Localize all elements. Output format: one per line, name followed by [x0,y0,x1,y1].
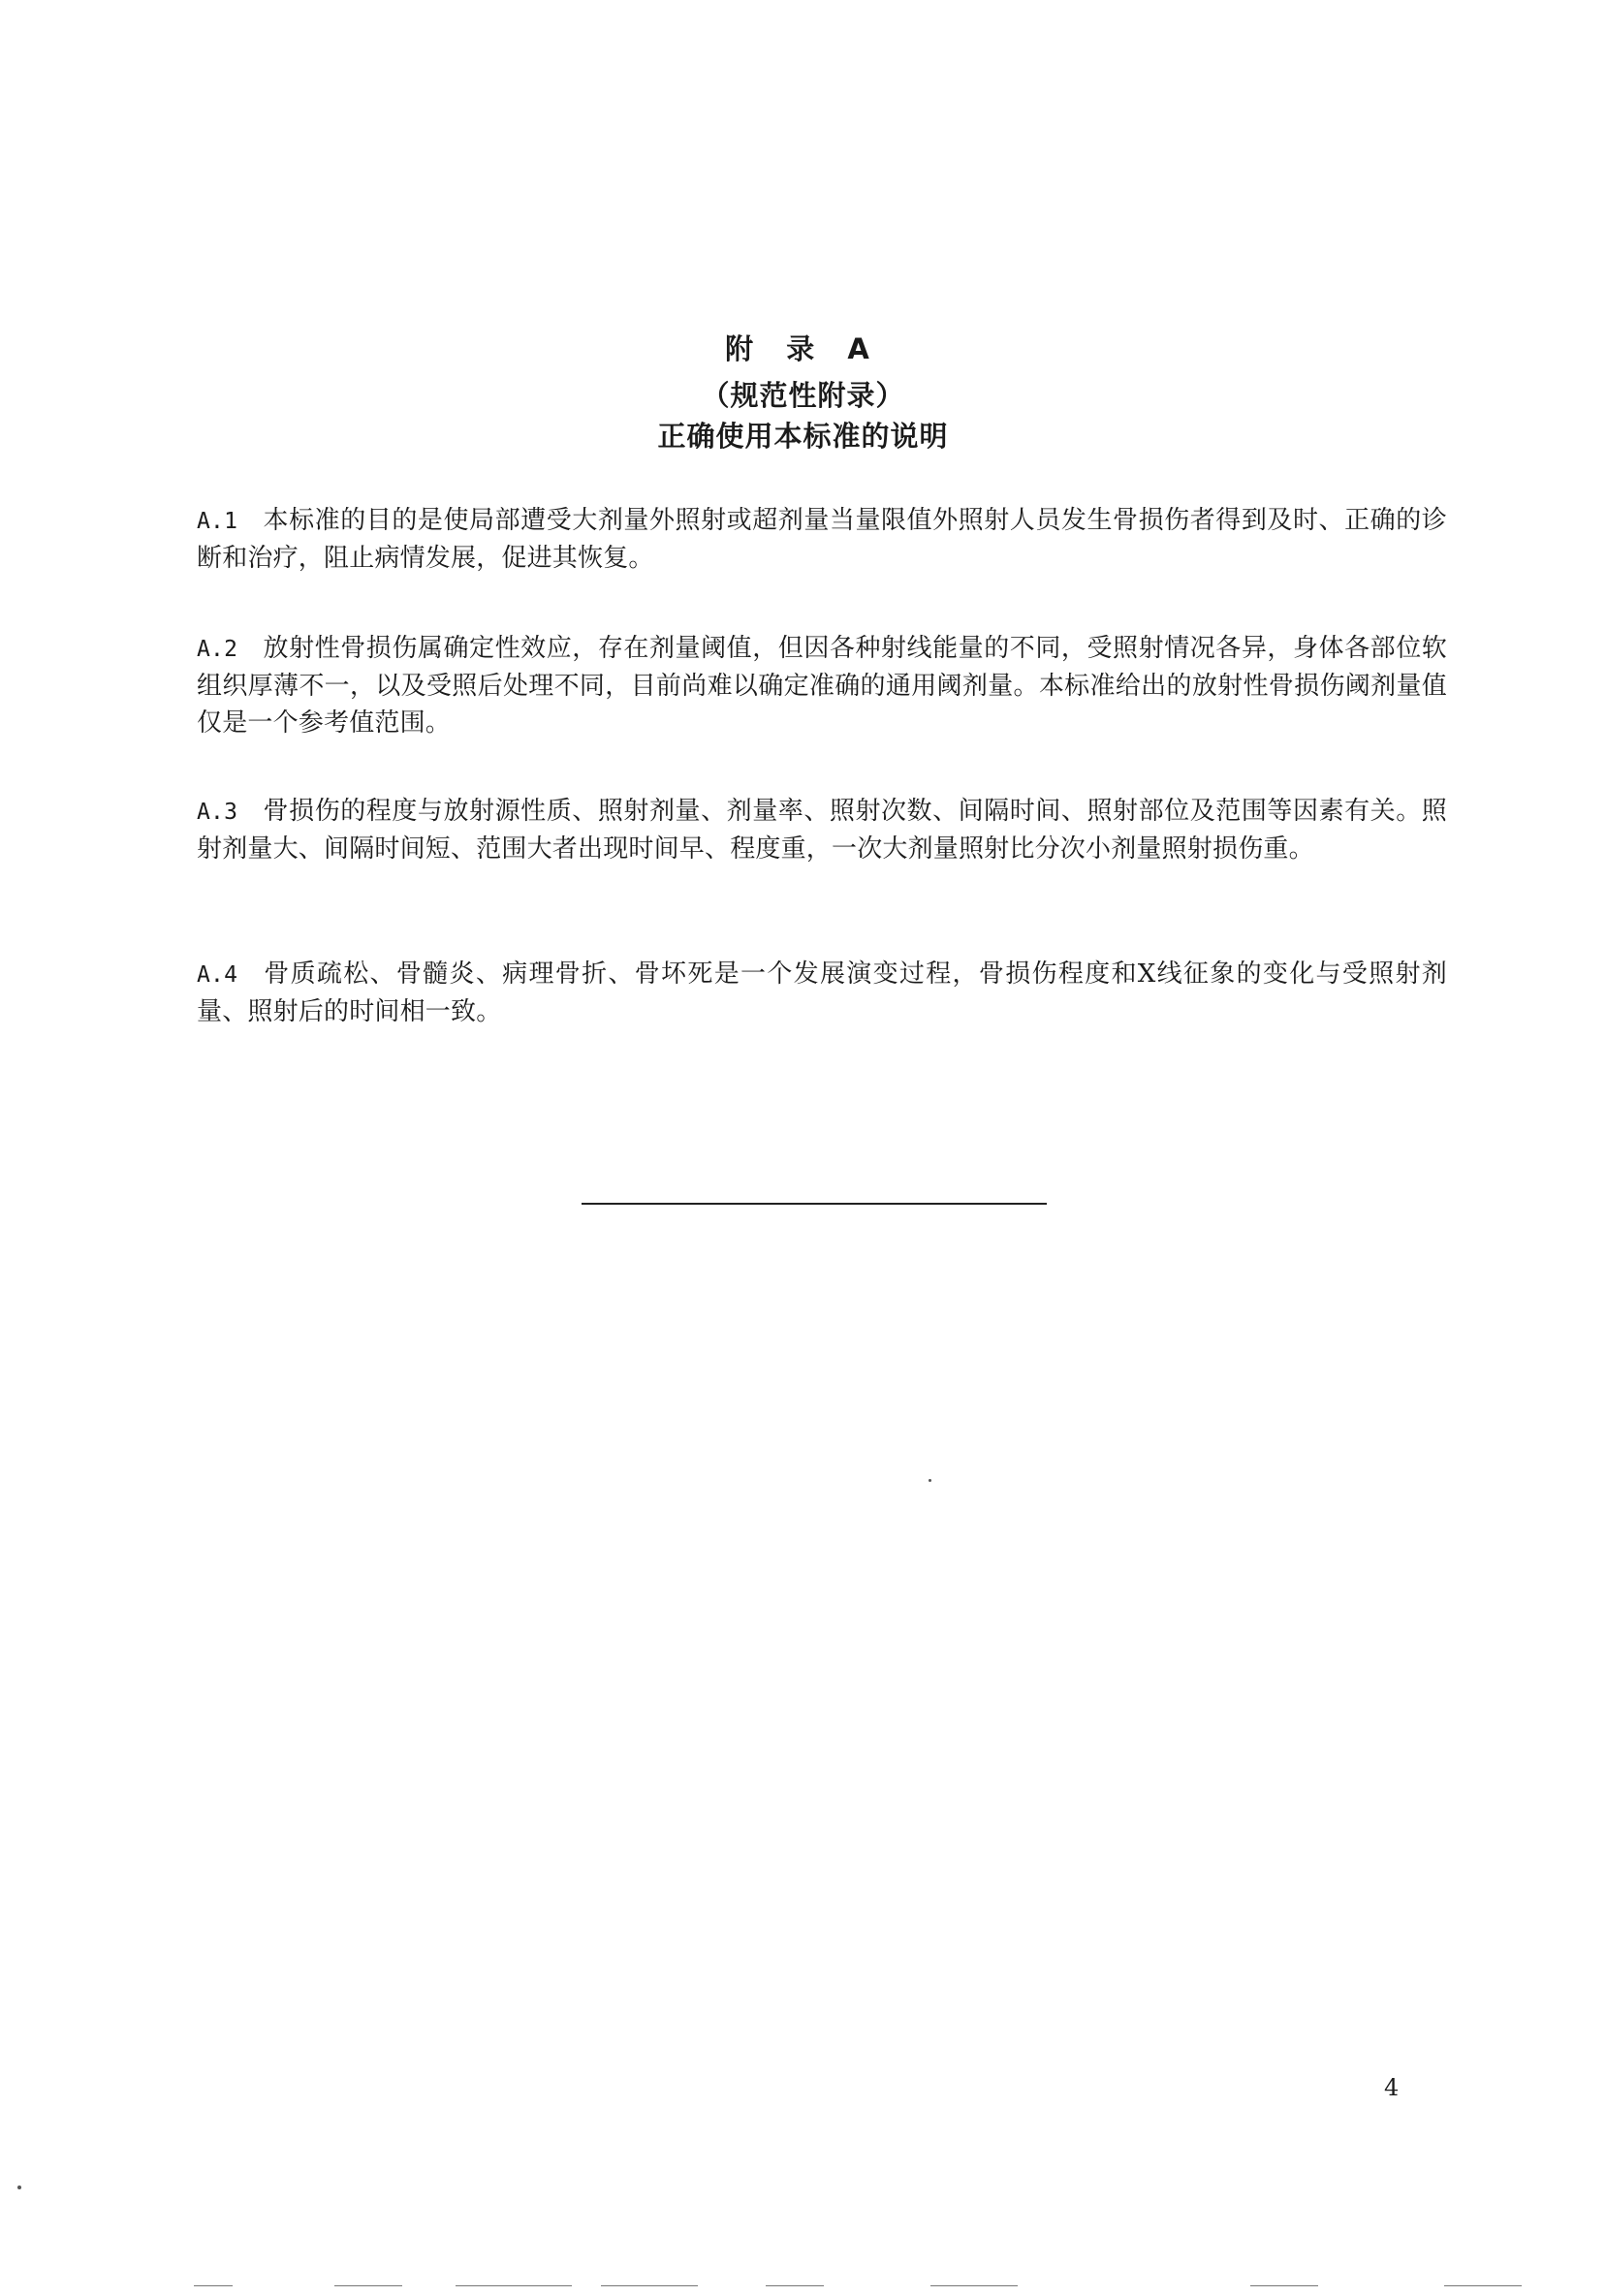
scan-speck [17,2186,21,2189]
scan-edge-mark [456,2285,572,2286]
clause-number: A.2 [197,637,238,662]
scan-speck [929,1479,931,1482]
annex-type: （规范性附录） [701,379,905,412]
clause-a2 [197,630,1447,741]
clause-text: 骨质疏松、骨髓炎、病理骨折、骨坏死是一个发展演变过程，骨损伤程度和X线征象的变化与受照射剂量、照射后的时间相一致。 [197,959,1447,1026]
end-of-annex-rule [582,1203,1047,1205]
annex-subject: 正确使用本标准的说明 [657,420,949,453]
clause-text: 放射性骨损伤属确定性效应，存在剂量阈值，但因各种射线能量的不同，受照射情况各异，身体各部位软组织厚薄不一，以及受照后处理不同，目前尚难以确定准确的通用阈剂量。本标准给出的放射性骨损伤阈剂量值仅是一个参考值范围。 [197,634,1447,738]
clause-a4 [197,956,1447,1030]
clause-number: A.1 [197,509,238,534]
clause-number: A.4 [197,962,238,988]
scan-edge-mark [334,2285,402,2286]
scan-edge-mark [766,2285,824,2286]
scan-edge-mark [194,2285,233,2286]
page-number: 4 [1384,2074,1400,2101]
scan-edge-mark [930,2285,1018,2286]
clause-text: 骨损伤的程度与放射源性质、照射剂量、剂量率、照射次数、间隔时间、照射部位及范围等因素有关。照射剂量大、间隔时间短、范围大者出现时间早、程度重，一次大剂量照射比分次小剂量照射损伤重。 [197,797,1447,864]
clause-text: 本标准的目的是使局部遭受大剂量外照射或超剂量当量限值外照射人员发生骨损伤者得到及时、正确的诊断和治疗，阻止病情发展，促进其恢复。 [197,506,1447,573]
annex-title: 附 录 A [725,332,881,365]
clause-a1 [197,502,1447,577]
scan-edge-mark [1444,2285,1522,2286]
scan-edge-mark [601,2285,698,2286]
clause-a3 [197,793,1447,867]
clause-number: A.3 [197,800,238,825]
scan-edge-mark [1250,2285,1318,2286]
